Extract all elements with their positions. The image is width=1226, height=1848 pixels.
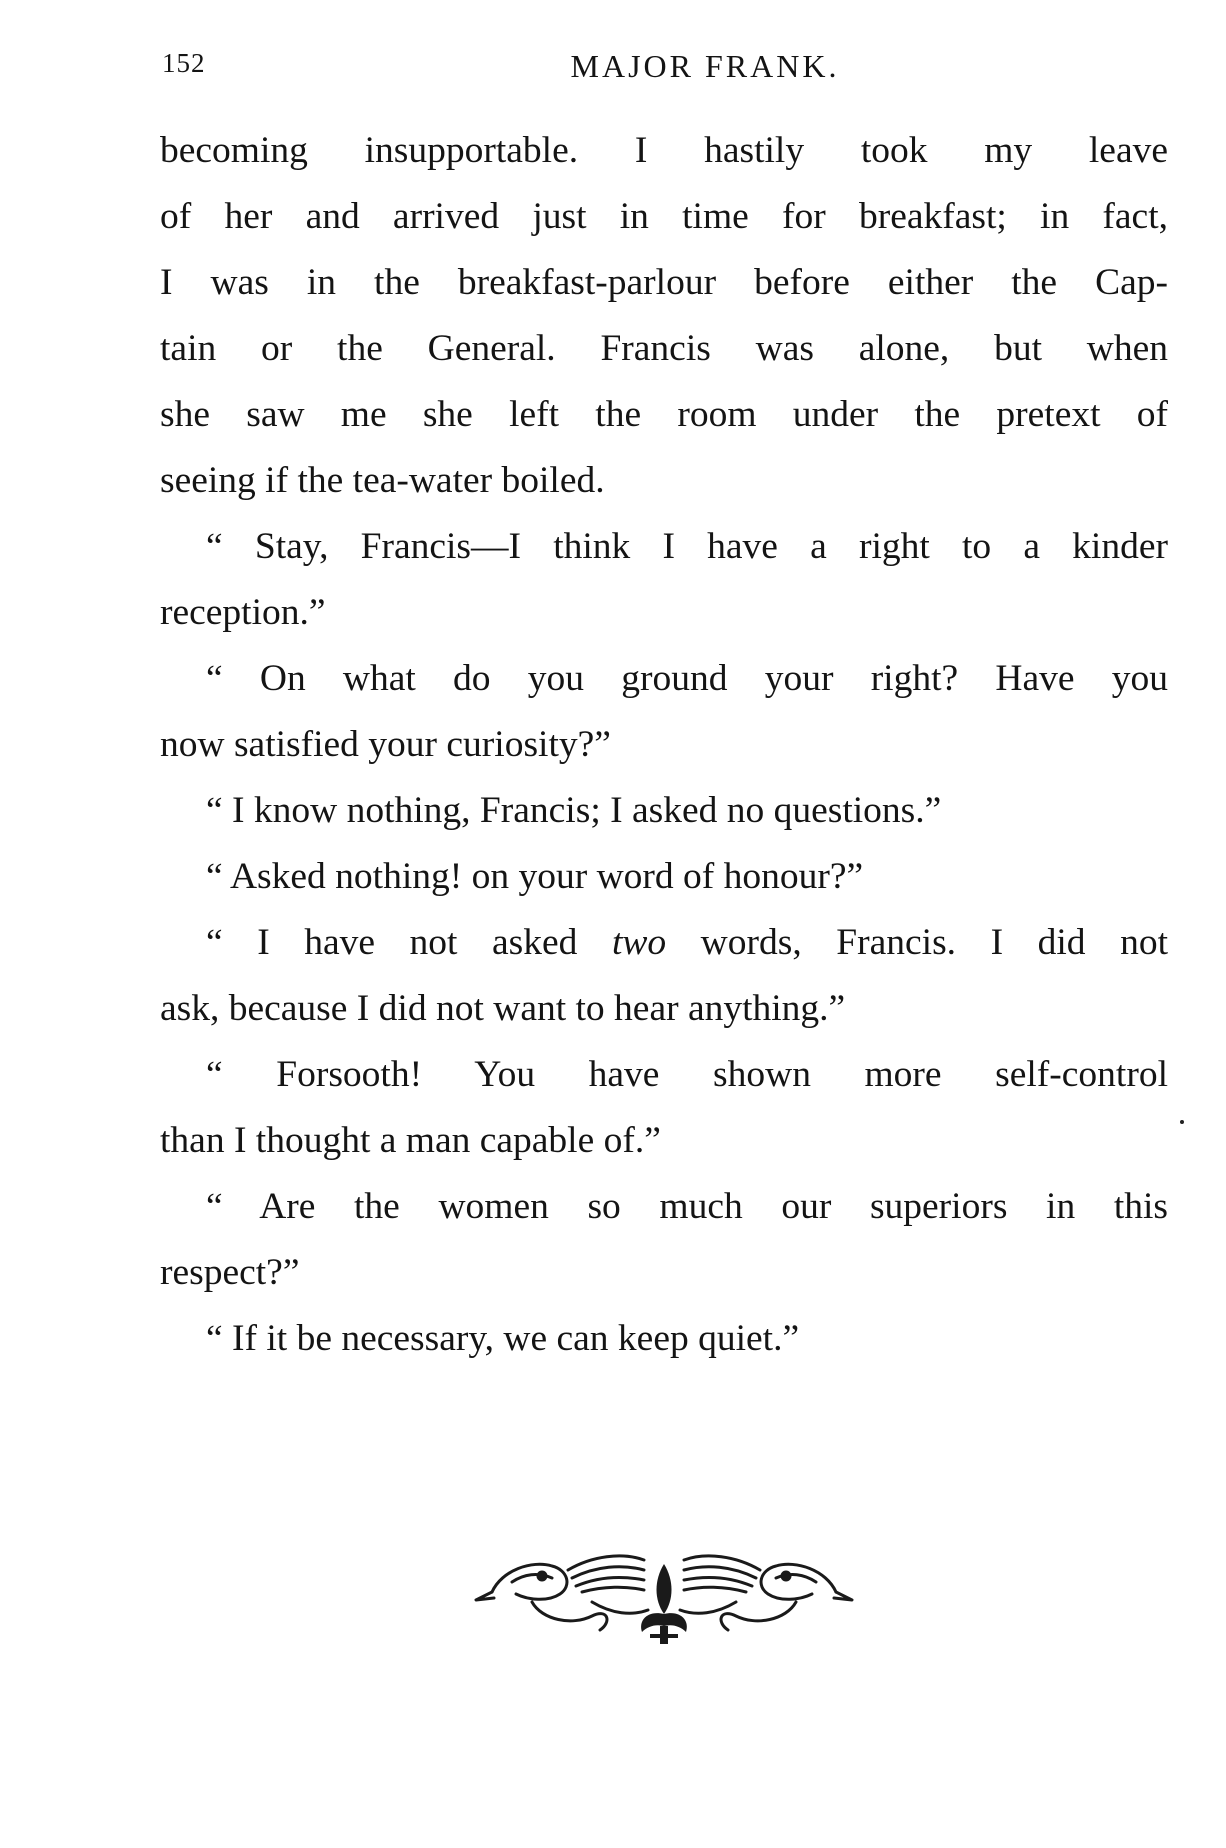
text-line: “ Asked nothing! on your word of honour?” (206, 856, 864, 897)
text-line: “ Stay, Francis—I think I have a right to a kinder (206, 526, 1168, 567)
text-segment: words, Francis. I did not (666, 922, 1168, 963)
paragraph (160, 646, 1168, 778)
text-line: now satisfied your curiosity?” (160, 724, 611, 765)
text-line: ask, because I did not want to hear anything.” (160, 988, 846, 1029)
paragraph (160, 1042, 1168, 1174)
paragraph (160, 118, 1168, 514)
tailpiece-ornament-icon (472, 1530, 856, 1650)
text-line: “ Are the women so much our superiors in this (206, 1186, 1168, 1227)
text-line: “ If it be necessary, we can keep quiet.” (206, 1318, 800, 1359)
running-head (162, 48, 1168, 98)
body-text (160, 118, 1168, 1372)
paragraph (160, 514, 1168, 646)
print-speck (1180, 1120, 1184, 1124)
text-line: I was in the breakfast-parlour before either the Cap- (160, 262, 1168, 303)
paragraph (160, 778, 1168, 844)
text-line: “ Forsooth! You have shown more self-control (206, 1054, 1168, 1095)
italic-word: two (611, 922, 667, 963)
paragraph (160, 1174, 1168, 1306)
running-title: MAJOR FRANK. (570, 48, 840, 84)
text-line: she saw me she left the room under the pretext of (160, 394, 1168, 435)
paragraph (160, 844, 1168, 910)
paragraph (160, 1306, 1168, 1372)
text-line: respect?” (160, 1252, 300, 1293)
page-number: 152 (162, 48, 206, 78)
text-line: of her and arrived just in time for breakfast; in fact, (160, 196, 1168, 237)
text-line: tain or the General. Francis was alone, but when (160, 328, 1168, 369)
paragraph (160, 910, 1168, 1042)
text-segment: “ I have not asked (206, 922, 612, 963)
text-line (160, 910, 1168, 976)
text-line: than I thought a man capable of.” (160, 1120, 661, 1161)
text-line: “ I know nothing, Francis; I asked no questions.” (206, 790, 942, 831)
text-line: “ On what do you ground your right? Have you (206, 658, 1168, 699)
text-line: becoming insupportable. I hastily took my leave (160, 130, 1168, 171)
text-line: seeing if the tea-water boiled. (160, 460, 605, 501)
text-line: reception.” (160, 592, 326, 633)
